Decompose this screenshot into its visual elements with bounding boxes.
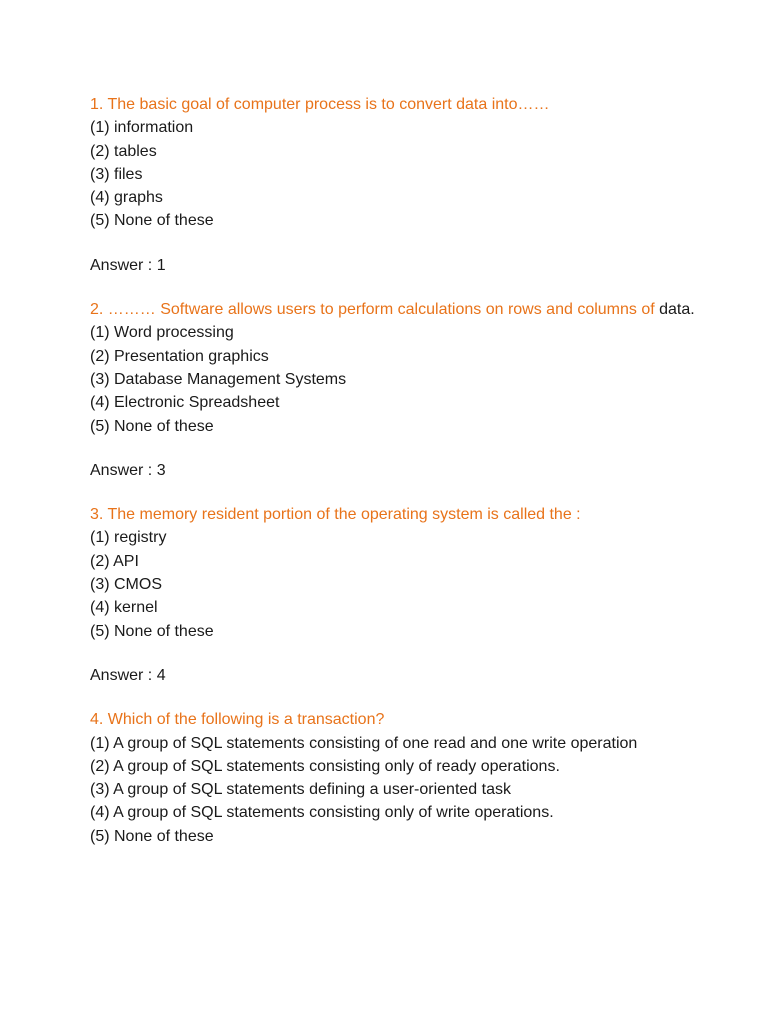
question-title [90, 298, 710, 321]
option-item: (4) A group of SQL statements consisting only of write operations. [90, 804, 554, 822]
question-title-text: 1. The basic goal of computer process is to convert data into…… [90, 96, 550, 113]
option-item: (5) None of these [90, 212, 214, 230]
question-title-text: 2. ……… Software allows users to perform calculations on rows and columns of [90, 301, 655, 319]
option-item: (5) None of these [90, 827, 214, 845]
option-list [90, 526, 710, 642]
option-item: (1) information [90, 119, 194, 137]
option-item: (5) None of these [90, 417, 214, 435]
option-item: (5) None of these [90, 622, 214, 640]
option-item: (4) graphs [90, 189, 163, 207]
question-title-text: 4. Which of the following is a transaction? [90, 711, 385, 729]
question-title-text: 3. The memory resident portion of the operating system is called the : [90, 506, 581, 524]
option-list [90, 321, 710, 437]
answer-text: Answer : 3 [90, 461, 166, 479]
option-item: (1) Word processing [90, 324, 234, 342]
answer-text: Answer : 4 [90, 666, 166, 684]
option-item: (3) CMOS [90, 576, 162, 594]
option-item: (4) Electronic Spreadsheet [90, 394, 280, 412]
option-item: (1) registry [90, 529, 167, 547]
question-2 [90, 298, 710, 482]
quiz-document [90, 93, 710, 848]
answer-text: Answer : 1 [90, 256, 166, 274]
question-1 [90, 93, 710, 277]
option-item: (1) A group of SQL statements consisting of one read and one write operation [90, 734, 638, 752]
option-item: (3) Database Management Systems [90, 370, 347, 388]
question-3 [90, 503, 710, 687]
option-item: (2) A group of SQL statements consisting only of ready operations. [90, 757, 560, 775]
question-title [90, 503, 710, 526]
question-title [90, 708, 710, 731]
question-4 [90, 708, 710, 848]
option-item: (2) Presentation graphics [90, 347, 269, 365]
option-list [90, 116, 710, 232]
option-item: (2) tables [90, 142, 157, 160]
option-list [90, 732, 710, 848]
question-title-tail: data. [654, 301, 695, 319]
option-item: (3) A group of SQL statements defining a user-oriented task [90, 781, 511, 799]
option-item: (3) files [90, 165, 143, 183]
option-item: (4) kernel [90, 599, 158, 617]
question-title [90, 93, 710, 116]
option-item: (2) API [90, 552, 139, 570]
